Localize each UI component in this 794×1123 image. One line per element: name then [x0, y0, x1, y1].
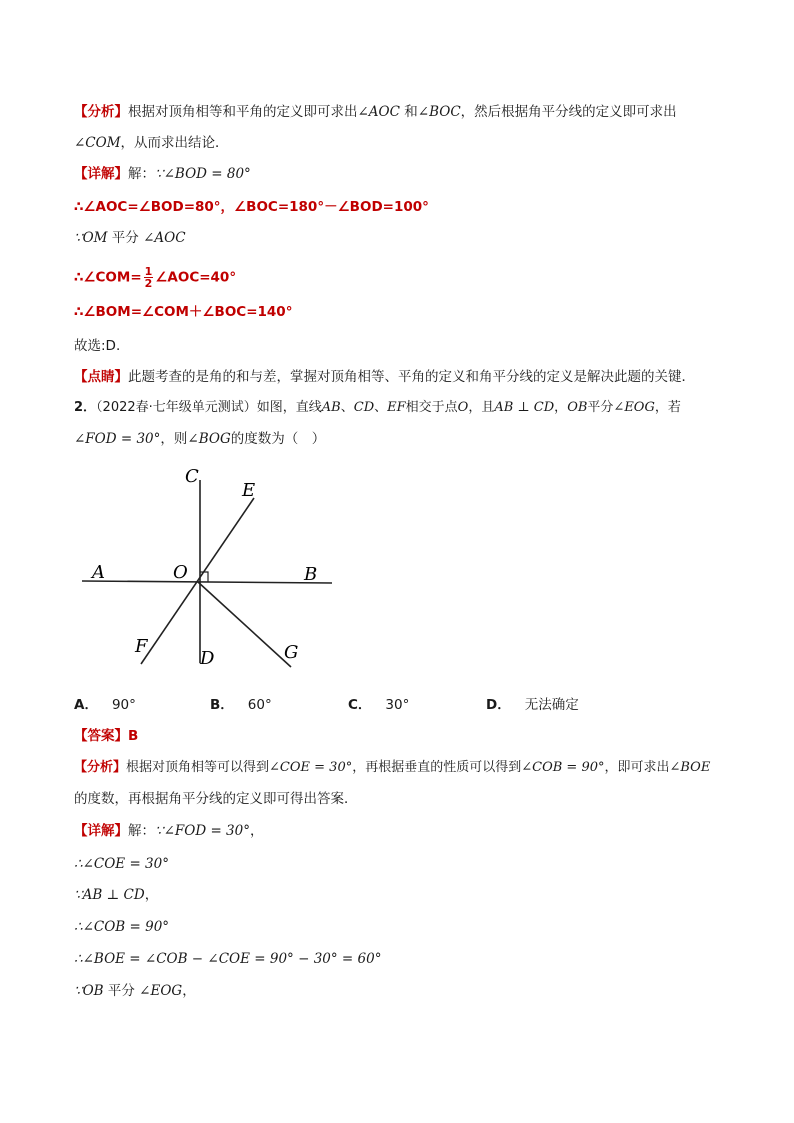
text: 、 — [340, 400, 354, 415]
math: ∴∠COM= — [74, 269, 142, 286]
option-label: B． — [210, 697, 234, 713]
fraction-denominator: 2 — [144, 277, 153, 290]
text: 解： — [128, 166, 155, 182]
math: ∠COM — [74, 135, 121, 151]
text: 解： — [128, 823, 155, 839]
solution-line-2 — [74, 198, 429, 216]
analysis-line-1 — [74, 103, 677, 121]
label-a: A — [92, 562, 105, 583]
solution-tag: 【详解】 — [74, 823, 128, 839]
math: ∵OB — [74, 983, 104, 999]
math: ∴∠COE = 30° — [74, 856, 169, 872]
analysis-line-2 — [74, 790, 358, 808]
solution-line-3 — [74, 886, 158, 904]
math: ∠AOC — [357, 104, 400, 120]
text: ， — [182, 983, 196, 999]
text: ，即可求出 — [604, 760, 670, 775]
solution-line-3 — [74, 229, 186, 247]
math: AB — [321, 400, 341, 415]
question-line-1 — [74, 399, 681, 417]
remark-line — [74, 368, 695, 386]
option-value: 30° — [385, 697, 410, 713]
option-label: D． — [486, 697, 511, 713]
text: ，且 — [468, 400, 495, 415]
question-number: 2． — [74, 400, 97, 415]
solution-line-6 — [74, 982, 196, 1000]
solution-line-5 — [74, 303, 292, 321]
text: 平分 — [587, 400, 614, 415]
answer-value: B — [128, 728, 139, 744]
question-line-2 — [74, 430, 325, 448]
math: ∠COB = 90° — [521, 760, 605, 775]
math: ∠AOC=40° — [155, 269, 237, 286]
math: ∵AB ⊥ CD — [74, 887, 145, 903]
solution-line-4 — [74, 266, 236, 289]
text: ，从而求出结论． — [120, 135, 229, 151]
label-c: C — [185, 466, 199, 487]
analysis-line-2 — [74, 134, 229, 152]
text: 平分 — [103, 983, 140, 999]
math: ∴∠COB = 90° — [74, 919, 170, 935]
math: EF — [387, 400, 406, 415]
analysis-tag: 【分析】 — [74, 104, 128, 120]
solution-line-1 — [74, 822, 263, 840]
math: ∵∠FOD = 30° — [155, 823, 250, 839]
label-f: F — [135, 636, 148, 657]
text: 根据对顶角相等可以得到 — [126, 760, 270, 775]
choice-line — [74, 337, 120, 355]
text: ， — [144, 887, 159, 903]
math: ∠BOG — [187, 431, 231, 447]
text: 根据对顶角相等和平角的定义即可求出 — [128, 104, 358, 120]
text: 和 — [399, 104, 418, 120]
text: ， — [249, 823, 264, 839]
option-value: 90° — [111, 697, 136, 713]
label-g: G — [284, 642, 299, 663]
option-b[interactable] — [210, 696, 272, 714]
answer-line — [74, 727, 138, 745]
math: ∠COE = 30° — [269, 760, 353, 775]
analysis-tag: 【分析】 — [74, 760, 127, 775]
math: ∠EOG — [139, 983, 183, 999]
text: ，然后根据角平分线的定义即可求出 — [460, 104, 677, 120]
answer-tag: 【答案】 — [74, 728, 128, 744]
line-ab — [82, 581, 332, 583]
text: ， — [554, 400, 568, 415]
text: 故选:D. — [74, 338, 121, 354]
option-label: A． — [74, 697, 98, 713]
question-source: （2022春·七年级单元测试） — [96, 400, 257, 415]
fraction-numerator: 1 — [144, 265, 153, 278]
math: AB ⊥ CD — [494, 400, 555, 415]
option-label: C． — [348, 697, 372, 713]
option-value: 60° — [247, 697, 272, 713]
fraction — [144, 266, 154, 289]
math: ∴∠AOC=∠BOD=80°，∠BOC=180°－∠BOD=100° — [74, 199, 429, 215]
analysis-line-1 — [74, 759, 710, 777]
math: ∠BOC — [417, 104, 461, 120]
option-d[interactable] — [486, 696, 579, 714]
text: 的度数，再根据角平分线的定义即可得出答案． — [74, 791, 358, 807]
option-c[interactable] — [348, 696, 409, 714]
math: OB — [567, 400, 588, 415]
label-d: D — [200, 648, 215, 669]
text: 相交于点 — [405, 400, 458, 415]
text: 、 — [374, 400, 388, 415]
math: ∴∠BOE = ∠COB − ∠COE = 90° − 30° = 60° — [74, 951, 382, 967]
remark-tag: 【点睛】 — [74, 369, 128, 385]
option-a[interactable] — [74, 696, 136, 714]
right-angle-mark — [200, 572, 208, 582]
text: 的度数为（ ） — [230, 431, 326, 447]
text: ，则 — [160, 431, 188, 447]
label-o: O — [173, 562, 188, 583]
math: O — [457, 400, 469, 415]
text: ，若 — [654, 400, 681, 415]
math: ∠FOD = 30° — [74, 431, 161, 447]
option-value: 无法确定 — [524, 697, 579, 713]
math: ∠BOE — [669, 760, 711, 775]
label-b: B — [304, 564, 318, 585]
label-e: E — [242, 480, 256, 501]
geometry-figure — [78, 462, 338, 672]
math: ∠AOC — [143, 230, 186, 246]
math: ∵∠BOD = 80° — [155, 166, 251, 182]
solution-line-5 — [74, 950, 381, 968]
math: CD — [353, 400, 375, 415]
solution-line-1 — [74, 165, 251, 183]
math: ∵OM — [74, 230, 108, 246]
math: ∴∠BOM=∠COM＋∠BOC=140° — [74, 304, 293, 320]
solution-line-4 — [74, 918, 169, 936]
math: ∠EOG — [613, 400, 655, 415]
solution-tag: 【详解】 — [74, 166, 128, 182]
solution-line-2 — [74, 855, 169, 873]
text: ，再根据垂直的性质可以得到 — [352, 760, 522, 775]
text: 如图，直线 — [256, 400, 322, 415]
text: 此题考查的是角的和与差，掌握对顶角相等、平角的定义和角平分线的定义是解决此题的关键． — [128, 369, 695, 385]
text: 平分 — [107, 230, 144, 246]
